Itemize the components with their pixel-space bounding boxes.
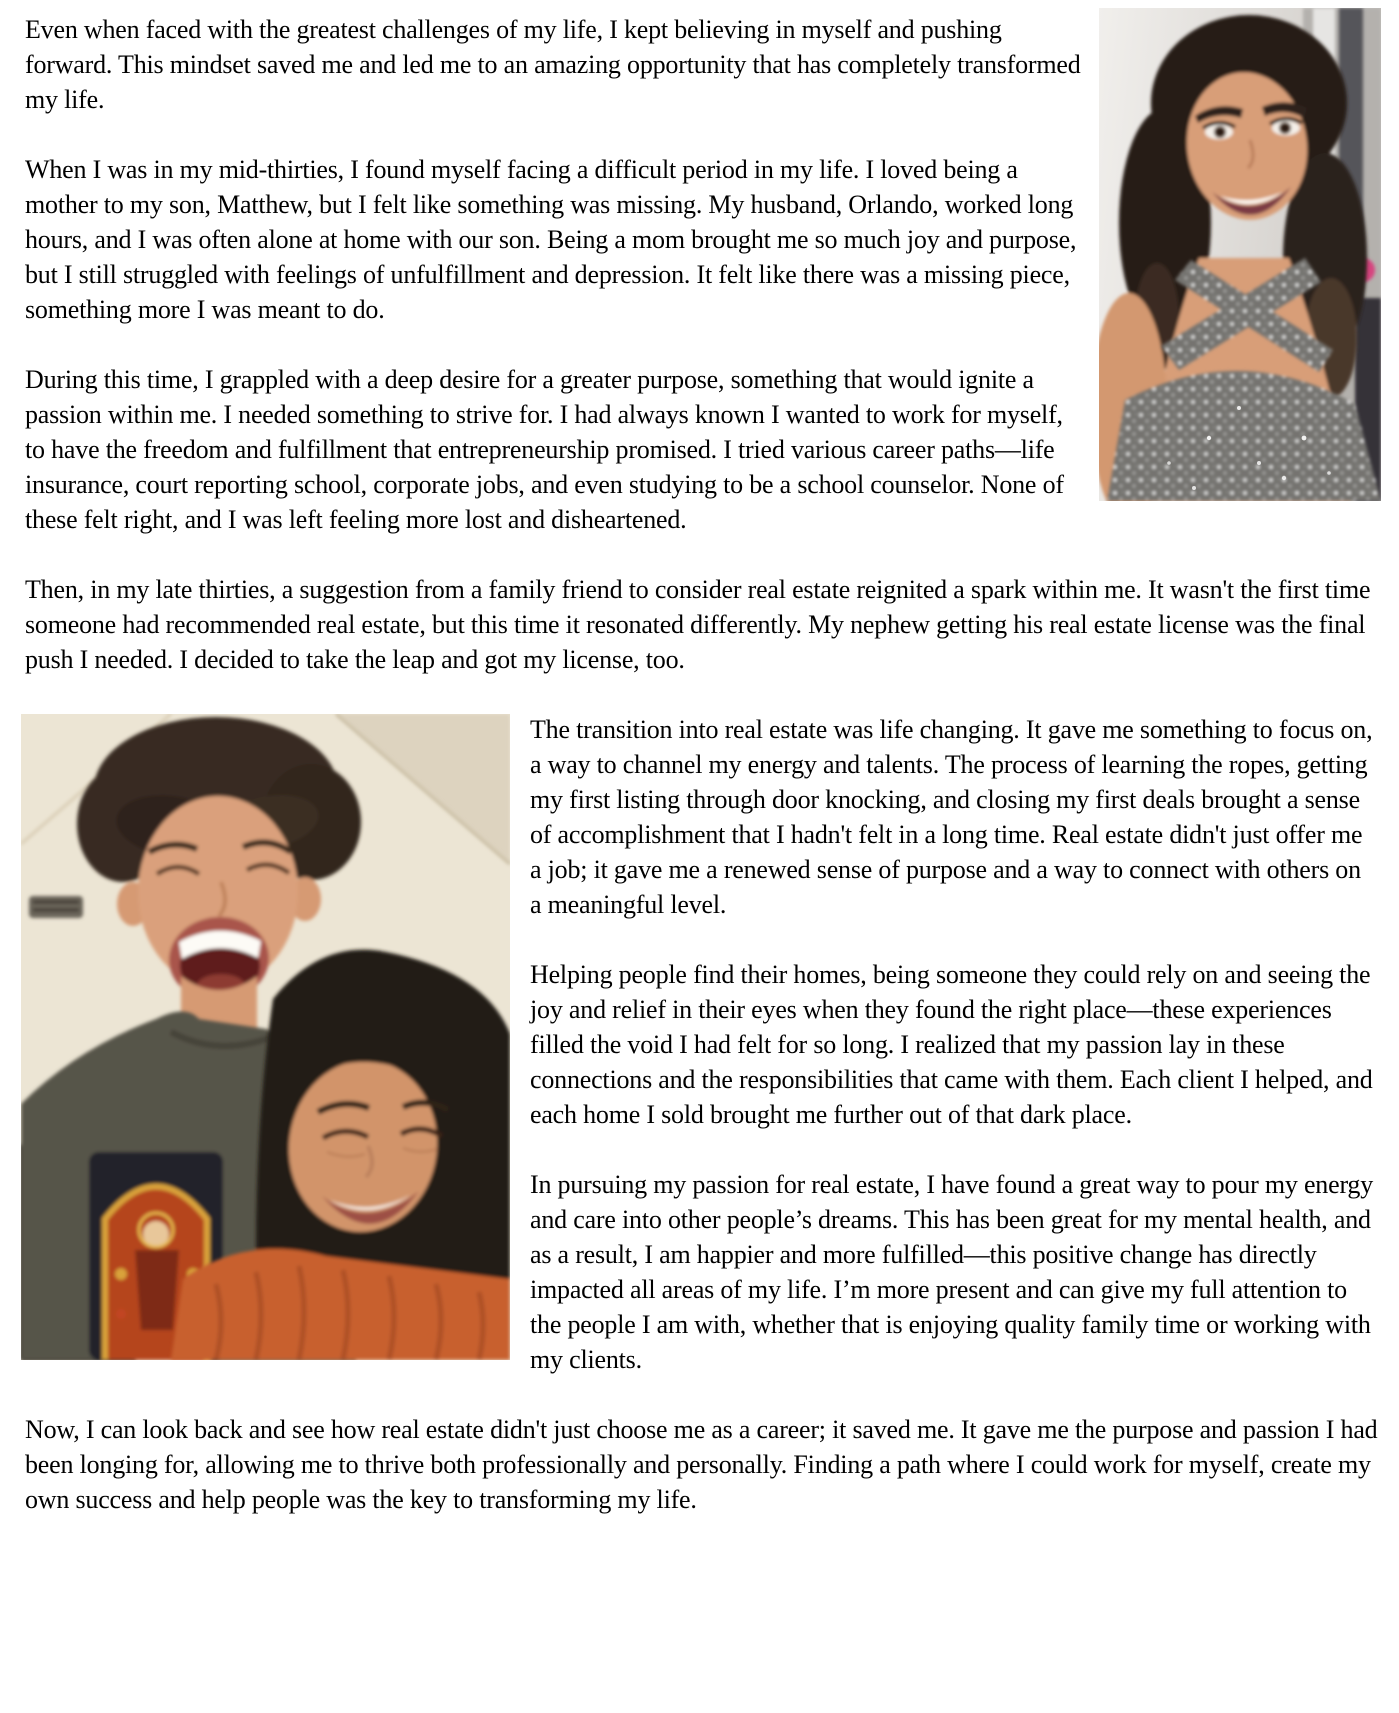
paragraph-4: Then, in my late thirties, a suggestion from a family friend to consider real estate reignited a spark within me. It wasn't the first time someone had recommended real estate, but this time it resonated differently. My nephew getting his real estate license was the final push I needed. I decided to take the leap and got my license, too. [25,575,1371,674]
paragraph-1: Even when faced with the greatest challenges of my life, I kept believing in myself and pushing forward. This mindset saved me and led me to an amazing opportunity that has completely transformed my life. [25,15,1081,114]
paragraph-7: In pursuing my passion for real estate, I have found a great way to pour my energy and care into other people’s dreams. This has been great for my mental health, and as a result, I am happier and more fulfilled—this positive change has directly impacted all areas of my life. I’m more present and can give my full attention to the people I am with, whether that is enjoying quality family time or working with my clients. [530,1170,1374,1374]
paragraph-3: During this time, I grappled with a deep desire for a greater purpose, something that would ignite a passion within me. I needed something to strive for. I had always known I wanted to work for myself, to have the freedom and fulfillment that entrepreneurship promised. I tried various career paths—life insurance, court reporting school, corporate jobs, and even studying to be a school counselor. None of these felt right, and I was left feeling more lost and disheartened. [25,365,1064,534]
paragraph-8: Now, I can look back and see how real estate didn't just choose me as a career; it saved me. It gave me the purpose and passion I had been longing for, allowing me to thrive both professionally and personally. Finding a path where I could work for myself, create my own success and help people was the key to transforming my life. [25,1415,1378,1514]
photo-mother-and-son-art [21,714,510,1360]
photo-mother-and-son [21,714,510,1360]
paragraph-5: The transition into real estate was life changing. It gave me something to focus on, a way to channel my energy and talents. The process of learning the ropes, getting my first listing through door knocking, and closing my first deals brought a sense of accomplishment that I hadn't felt in a long time. Real estate didn't just offer me a job; it gave me a renewed sense of purpose and a way to connect with others on a meaningful level. [530,715,1373,919]
photo-woman-sparkly-dress-art [1099,8,1381,501]
photo-woman-sparkly-dress [1099,8,1381,501]
paragraph-6: Helping people find their homes, being someone they could rely on and seeing the joy and relief in their eyes when they found the right place—these experiences filled the void I had felt for so long. I realized that my passion lay in these connections and the responsibilities that came with them. Each client I helped, and each home I sold brought me further out of that dark place. [530,960,1373,1129]
paragraph-2: When I was in my mid-thirties, I found myself facing a difficult period in my life. I loved being a mother to my son, Matthew, but I felt like something was missing. My husband, Orlando, worked long hours, and I was often alone at home with our son. Being a mom brought me so much joy and purpose, but I still struggled with feelings of unfulfillment and depression. It felt like there was a missing piece, something more I was meant to do. [25,155,1077,324]
